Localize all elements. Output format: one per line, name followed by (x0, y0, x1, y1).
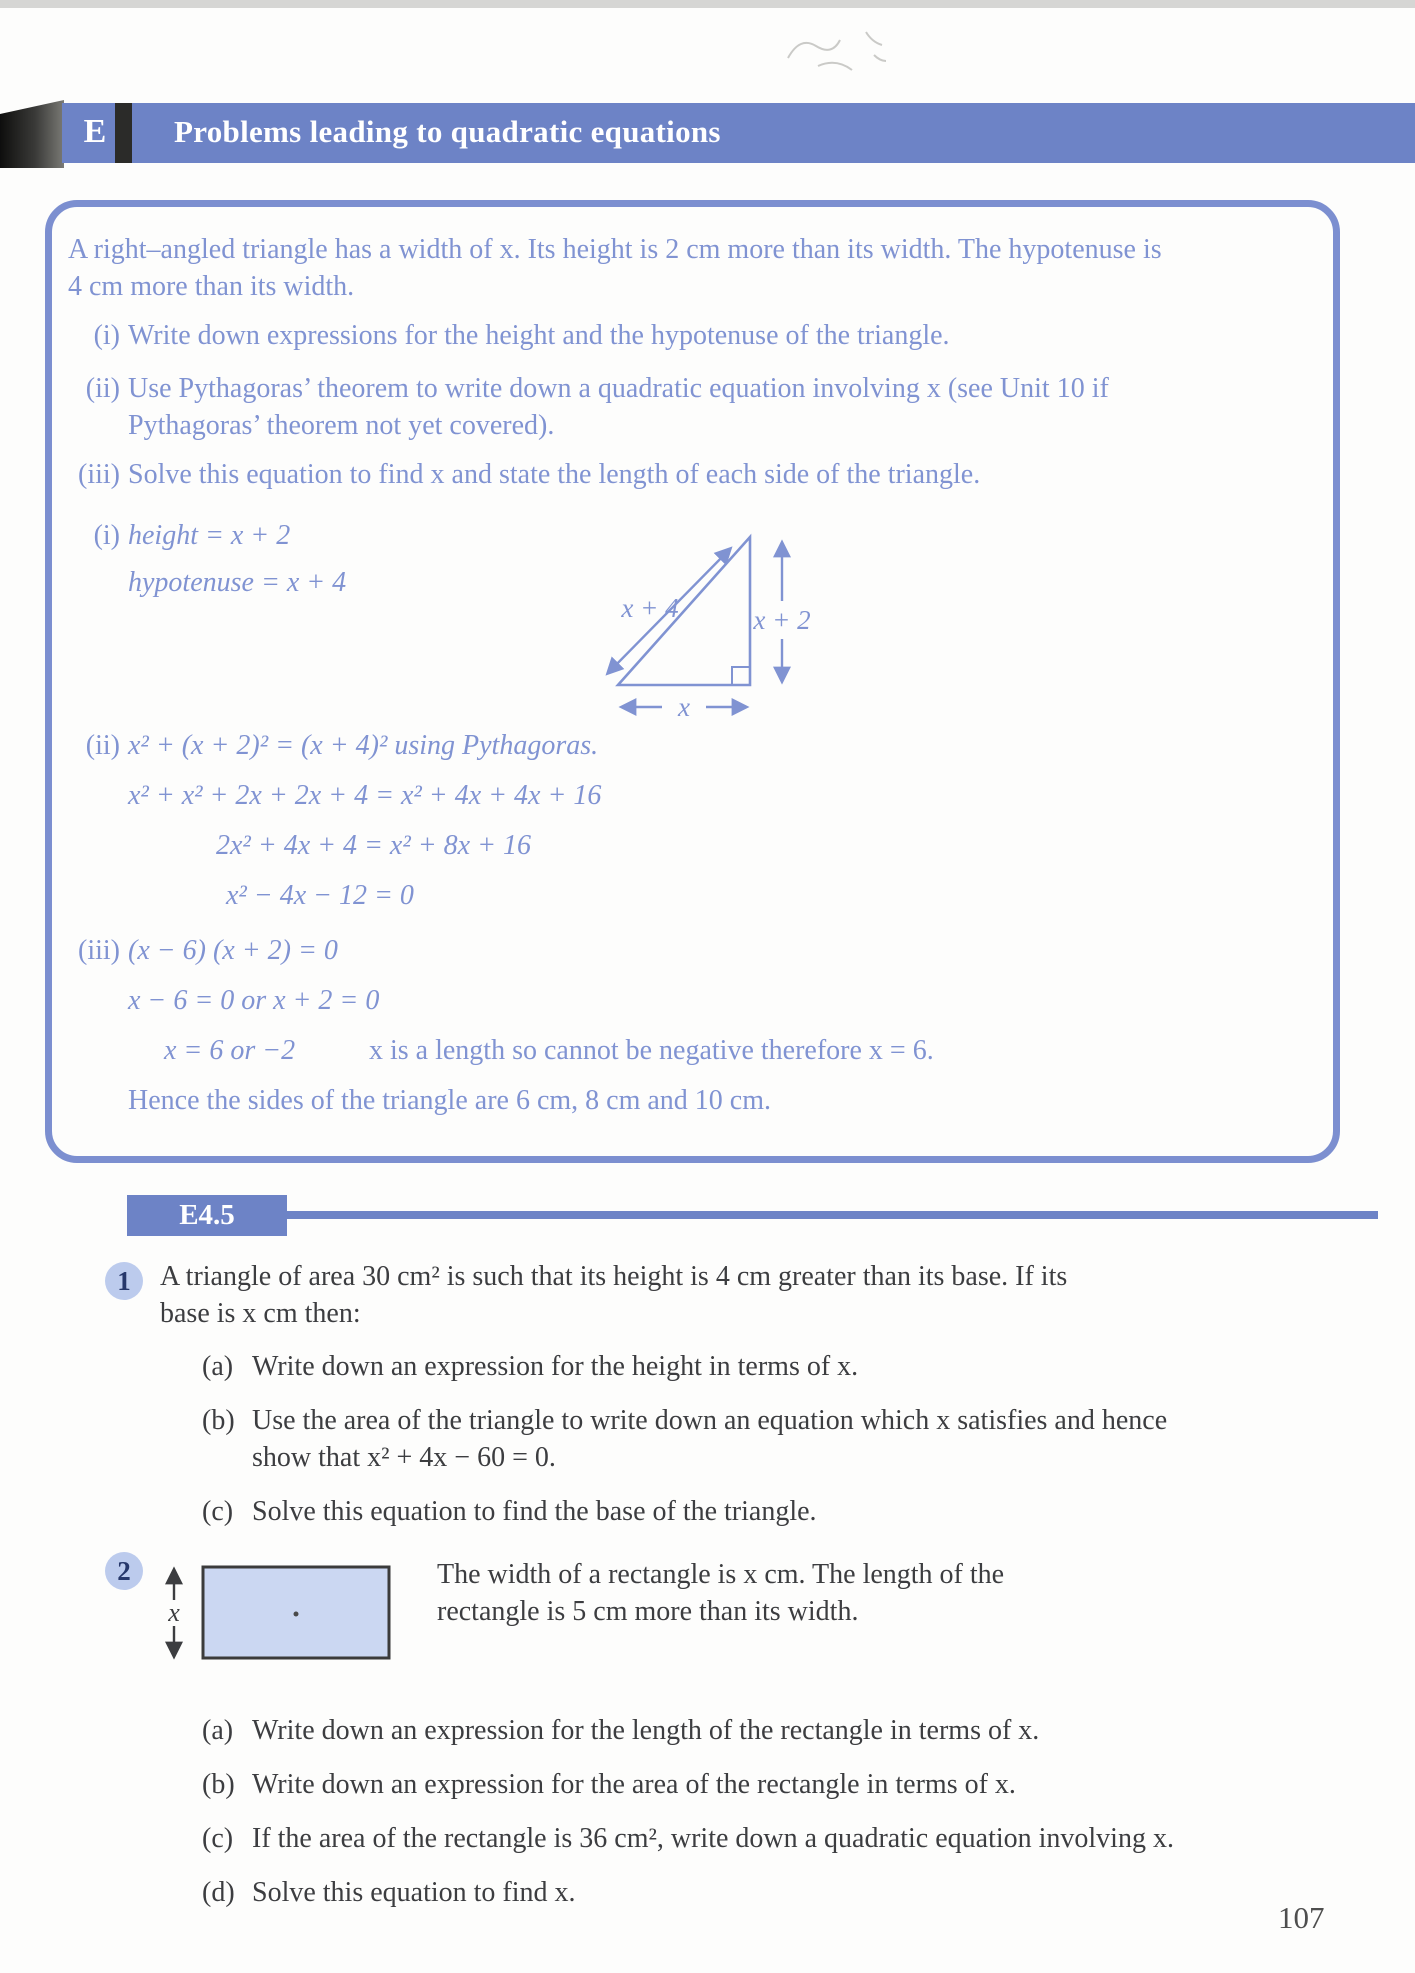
task-ii-text (128, 370, 1109, 444)
part-b-line1: Use the area of the triangle to write down an equation which x satisfies and hence (252, 1405, 1168, 1436)
example-task-i (68, 317, 1315, 354)
part-d-text: Solve this equation to find x. (252, 1877, 576, 1908)
example-task-ii (68, 370, 1315, 444)
part-b-label: (b) (202, 1405, 235, 1436)
question-1-part-b (202, 1402, 1363, 1476)
solution-ii-equations (128, 727, 601, 927)
task-ii-label: (ii) (85, 373, 120, 404)
task-i-text: Write down expressions for the height and the hypotenuse of the triangle. (128, 320, 950, 351)
task-iii-label: (iii) (78, 459, 120, 490)
scan-edge-strip (0, 0, 1415, 8)
question-1-parts (103, 1348, 1363, 1530)
question-1-statement (160, 1258, 1363, 1332)
factorised-equation: (x − 6) (x + 2) = 0 (128, 935, 338, 966)
question-1-number-badge: 1 (105, 1262, 143, 1300)
part-c-text: If the area of the rectangle is 36 cm², write down a quadratic equation involving x. (252, 1823, 1174, 1854)
exercise-heading-rule (287, 1211, 1378, 1219)
solution-iii-label: (iii) (78, 935, 120, 966)
question-2-statement (437, 1548, 1363, 1630)
width-label: x (168, 1598, 180, 1627)
exercise-code-badge: E4.5 (127, 1195, 287, 1236)
example-task-list (68, 317, 1315, 493)
task-i-label: (i) (93, 320, 120, 351)
solution-ii-label: (ii) (85, 730, 120, 761)
pencil-squiggle-mark (770, 16, 900, 86)
part-c-label: (c) (202, 1823, 234, 1854)
part-a-text: Write down an expression for the height in terms of x. (252, 1351, 859, 1382)
expanded-equation: x² + x² + 2x + 2x + 4 = x² + 4x + 4x + 16 (128, 780, 602, 811)
part-a-label: (a) (202, 1351, 234, 1382)
solution-part-iii (68, 932, 1315, 1132)
task-ii-line2: Pythagoras’ theorem not yet covered). (128, 410, 555, 441)
conclusion-line: Hence the sides of the triangle are 6 cm, 8 cm and 10 cm. (128, 1085, 771, 1116)
negative-root-note: x is a length so cannot be negative therefore x = 6. (369, 1035, 934, 1066)
question-1 (103, 1258, 1363, 1547)
quadratic-equation: x² − 4x − 12 = 0 (226, 880, 414, 911)
rectangle-dot-mark (294, 1612, 299, 1617)
page-number: 107 (1278, 1900, 1325, 1935)
question-2-part-a (202, 1712, 1363, 1749)
roots-values: x = 6 or −2 (164, 1035, 296, 1066)
question-2-part-c (202, 1820, 1363, 1857)
question-1-part-a (202, 1348, 1363, 1385)
question-1-line1: A triangle of area 30 cm² is such that its height is 4 cm greater than its base. If its (160, 1261, 1068, 1292)
part-b-label: (b) (202, 1769, 235, 1800)
part-c-label: (c) (202, 1496, 234, 1527)
pythagoras-equation: x² + (x + 2)² = (x + 4)² using Pythagoras. (128, 730, 599, 761)
part-c-text: Solve this equation to find the base of the triangle. (252, 1496, 817, 1527)
question-2-line2: rectangle is 5 cm more than its width. (437, 1596, 859, 1627)
question-1-line2: base is x cm then: (160, 1298, 361, 1329)
roots-row (128, 1032, 934, 1069)
worked-example-box (45, 200, 1340, 1163)
binding-shadow (0, 100, 64, 168)
section-banner (62, 103, 1415, 163)
question-2-parts (103, 1712, 1363, 1911)
rectangle-diagram (150, 1554, 410, 1669)
question-2-part-d (202, 1874, 1363, 1911)
part-b-text (252, 1402, 1167, 1476)
task-ii-line1: Use Pythagoras’ theorem to write down a quadratic equation involving x (see Unit 10 if (128, 373, 1109, 404)
question-2 (103, 1548, 1363, 1928)
part-a-label: (a) (202, 1715, 234, 1746)
question-2-number-badge: 2 (105, 1552, 143, 1590)
example-intro-line2: 4 cm more than its width. (68, 271, 355, 302)
example-intro-line1: A right–angled triangle has a width of x. Its height is 2 cm more than its width. The hypotenuse is (68, 234, 1162, 265)
base-label: x (678, 692, 690, 722)
banner-divider-bar (115, 103, 132, 163)
solution-part-ii (68, 727, 1315, 927)
height-label: x + 2 (753, 605, 811, 635)
question-2-part-b (202, 1766, 1363, 1803)
part-d-label: (d) (202, 1877, 235, 1908)
part-a-text: Write down an expression for the length of the rectangle in terms of x. (252, 1715, 1040, 1746)
question-2-line1: The width of a rectangle is x cm. The length of the (437, 1559, 1005, 1590)
collected-equation: 2x² + 4x + 4 = x² + 8x + 16 (216, 830, 531, 861)
section-letter: E (83, 113, 107, 150)
right-angle-marker (732, 667, 750, 685)
hypotenuse-equation: hypotenuse = x + 4 (128, 567, 347, 598)
part-b-line2: show that x² + 4x − 60 = 0. (252, 1442, 556, 1473)
example-task-iii (68, 456, 1315, 493)
hypotenuse-label: x + 4 (621, 593, 679, 623)
height-equation: height = x + 2 (128, 520, 291, 551)
section-title: Problems leading to quadratic equations (174, 114, 721, 149)
question-1-part-c (202, 1493, 1363, 1530)
solution-iii-equations (128, 932, 934, 1132)
right-triangle-diagram (460, 517, 830, 732)
solution-i-equations (128, 517, 346, 601)
task-iii-text: Solve this equation to find x and state the length of each side of the triangle. (128, 459, 981, 490)
part-b-text: Write down an expression for the area of the rectangle in terms of x. (252, 1769, 1016, 1800)
solution-i-label: (i) (93, 520, 120, 551)
factor-equations: x − 6 = 0 or x + 2 = 0 (128, 985, 380, 1016)
